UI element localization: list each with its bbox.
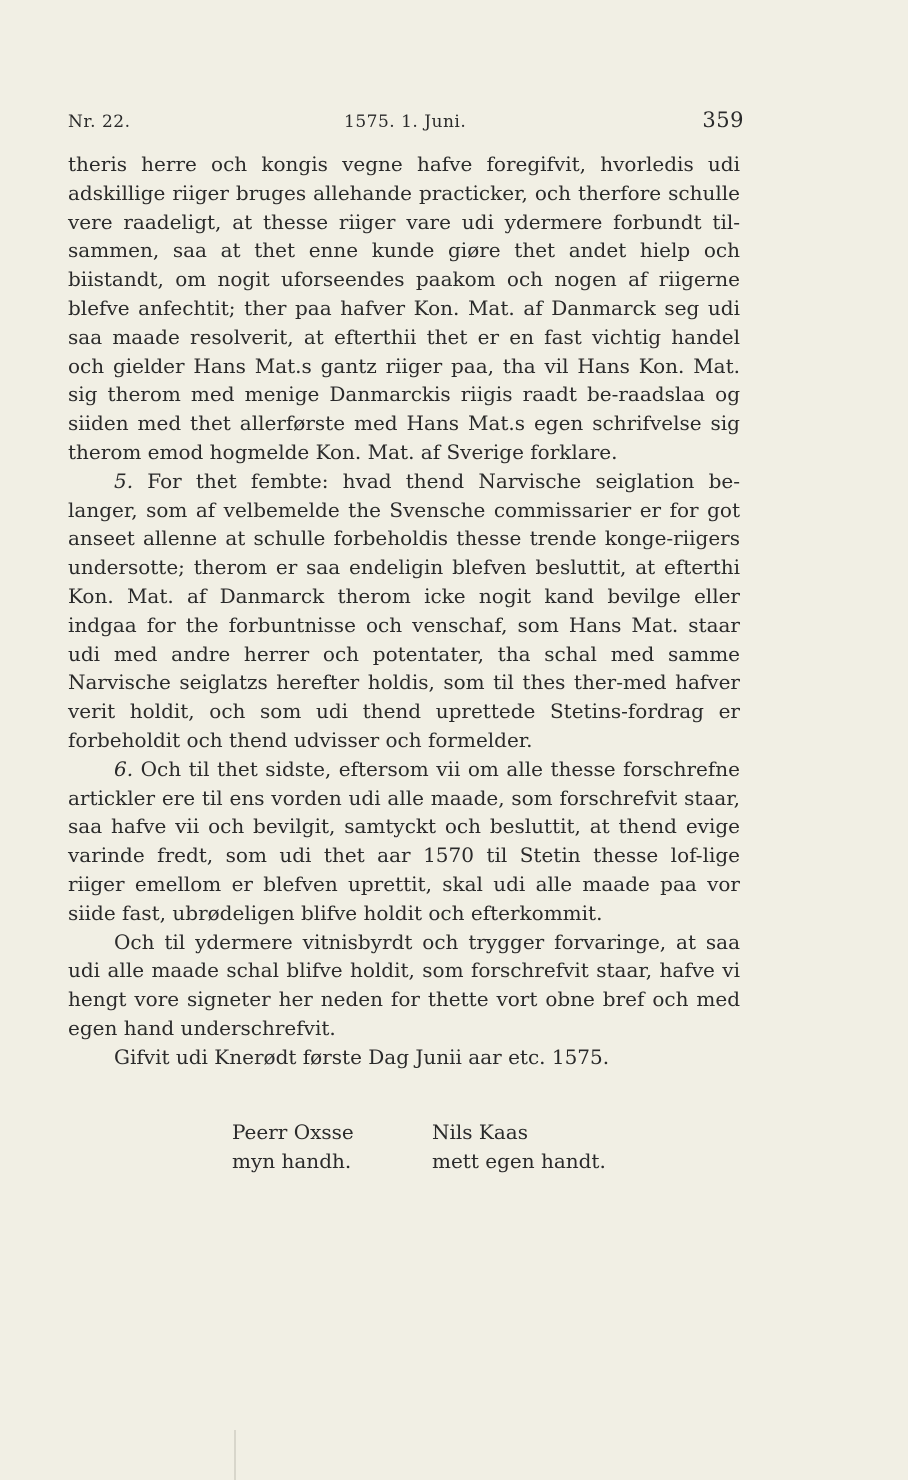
paragraph-5-text: For thet fembte: hvad thend Narvische seiglation be-langer, som af velbemelde the Svensche commissarier er for got anseet allenne at schulle forbeholdis thesse trende konge-riigers undersotte; therom er saa endeligin blefven besluttit, at efterthi Kon. Mat. af Danmarck therom icke nogit kand bevilge eller indgaa for the forbuntnisse och venschaf, som Hans Mat. staar udi med andre herrer och potentater, tha schal med samme Narvische seiglatzs herefter holdis, som til thes ther-med hafver verit holdit, och som udi thend uprettede Stetins-fordrag er forbeholdit och thend udvisser och formelder. <box>68 468 741 752</box>
document-body <box>68 150 740 1072</box>
paragraph-6 <box>68 755 740 928</box>
page-number: 359 <box>702 108 744 132</box>
signature-left-name: Peerr Oxsse <box>232 1120 354 1144</box>
paragraph-6-text: Och til thet sidste, eftersom vii om alle thesse forschrefne artickler ere til ens vorden udi alle maade, som forschrefvit staar, saa hafve vii och bevilgit, samtyckt och besluttit, at thend evige varinde fredt, som udi thet aar 1570 til Stetin thesse lof-lige riiger emellom er blefven uprettit, skal udi alle maade paa vor siide fast, ubrødeligen blifve holdit och efterkommit. <box>68 756 740 925</box>
page-crease-mark <box>234 1430 236 1480</box>
dating-line: Gifvit udi Knerødt første Dag Junii aar etc. 1575. <box>114 1044 610 1069</box>
document-date: 1575. 1. Juni. <box>344 112 467 132</box>
document-number: Nr. 22. <box>68 112 131 132</box>
signature-right-note: mett egen handt. <box>432 1149 606 1173</box>
paragraph-6-number: 6. <box>114 756 134 781</box>
signature-right <box>432 1118 606 1176</box>
paragraph-5-number: 5. <box>114 468 134 493</box>
signature-right-name: Nils Kaas <box>432 1120 528 1144</box>
paragraph-closing: Och til ydermere vitnisbyrdt och trygger forvaringe, at saa udi alle maade schal blifve holdit, som forschrefvit staar, hafve vi hengt vore signeter her neden for thette vort obne bref och med egen hand underschrefvit. <box>68 929 740 1040</box>
signature-left-note: myn handh. <box>232 1149 352 1173</box>
signature-left <box>232 1118 354 1176</box>
paragraph-1: theris herre och kongis vegne hafve foregifvit, hvorledis udi adskillige riiger bruges allehande practicker, och therfore schulle vere raadeligt, at thesse riiger vare udi ydermere forbundt til-sammen, saa at thet enne kunde giøre thet andet hielp och biistandt, om nogit uforseendes paakom och nogen af riigerne blefve anfechtit; ther paa hafver Kon. Mat. af Danmarck seg udi saa maade resolverit, at efterthii thet er en fast vichtig handel och gielder Hans Mat.s gantz riiger paa, tha vil Hans Kon. Mat. sig therom med menige Danmarckis riigis raadt be-raadslaa og siiden med thet allerførste med Hans Mat.s egen schrifvelse sig therom emod hogmelde Kon. Mat. af Sverige forklare. <box>68 152 740 464</box>
paragraph-5 <box>68 467 740 755</box>
page-header <box>68 108 744 138</box>
